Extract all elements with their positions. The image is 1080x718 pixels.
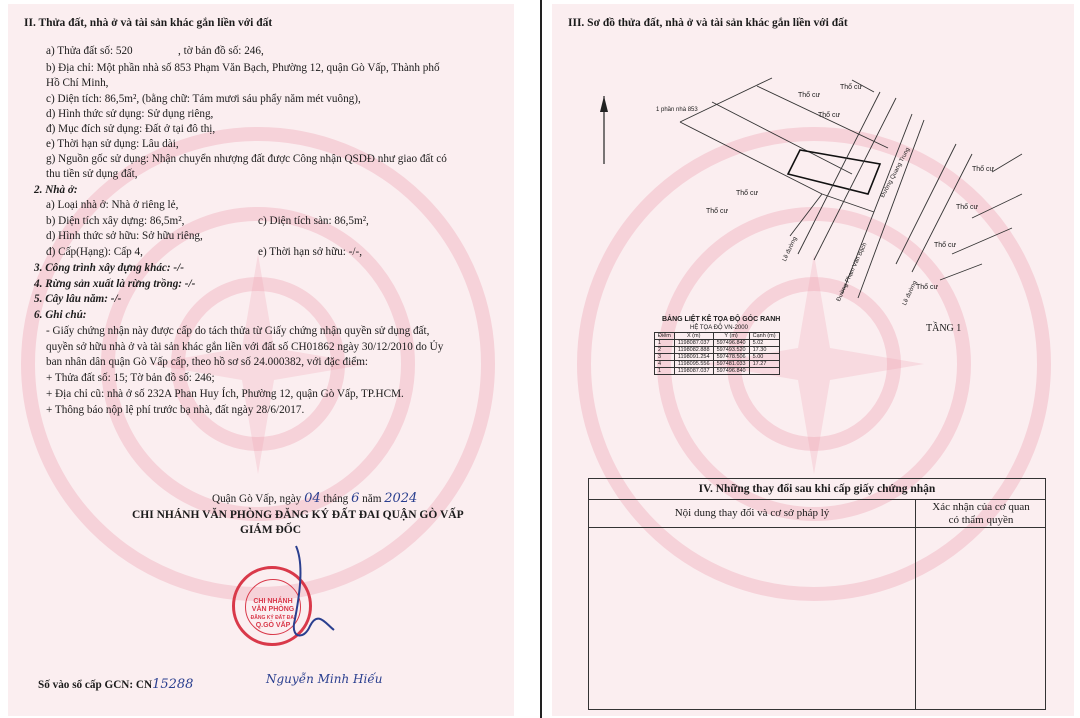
table-cell: 1198095.556 [674, 361, 713, 368]
table-cell: 17.27 [749, 361, 779, 368]
table-cell: 2 [655, 347, 675, 354]
coord-header-x: X (m) [674, 333, 713, 340]
table-row [655, 354, 780, 361]
production-forest: 4. Rừng sản xuất là rừng trồng: -/- [34, 278, 196, 290]
signer-name: Nguyễn Minh Hiếu [266, 672, 383, 686]
table-row [655, 347, 780, 354]
label-mot-phan: 1 phần nhà 853 [656, 107, 698, 113]
table-row [655, 340, 780, 347]
land-area: c) Diện tích: 86,5m², (bằng chữ: Tám mươi sáu phẩy năm mét vuông), [46, 93, 361, 105]
note-line-6: + Thông báo nộp lệ phí trước bạ nhà, đất ngày 28/6/2017. [46, 404, 305, 416]
label-tho-cu-6: Thổ cư [972, 166, 995, 173]
date-month: 6 [351, 491, 360, 506]
cert-book-number [38, 678, 193, 692]
house-floor-area: c) Diện tích sàn: 86,5m², [258, 215, 369, 227]
coord-table [654, 332, 780, 375]
right-page [552, 4, 1074, 716]
label-tho-cu-5: Thổ cư [706, 208, 729, 215]
house-ownership-term: e) Thời hạn sở hữu: -/-, [258, 246, 363, 258]
coord-table-subtitle: HỆ TỌA ĐỘ VN-2000 [690, 325, 748, 331]
land-use-purpose: đ) Mục đích sử dụng: Đất ở tại đô thị, [46, 123, 216, 135]
note-line-4: + Thửa đất số: 15; Tờ bản đồ số: 246; [46, 372, 215, 384]
date-year: 2024 [384, 491, 418, 506]
label-le-duong-1: Lề đường [782, 236, 799, 263]
column-separator [915, 499, 916, 709]
table-cell: 1198091.254 [674, 354, 713, 361]
date-month-label: tháng [323, 493, 349, 505]
stamp-line-3: ĐĂNG KÝ ĐẤT ĐAI [250, 615, 296, 621]
date-day: 04 [304, 491, 321, 506]
table-cell: 1 [655, 340, 675, 347]
coord-table-title: BẢNG LIỆT KÊ TỌA ĐỘ GÓC RANH [662, 316, 781, 323]
table-cell: 1 [655, 368, 675, 375]
note-line-2: quyền sở hữu nhà ở và tài sản khác gắn liền với đất số CH01862 ngày 30/12/2010 do Ủy [46, 341, 444, 353]
land-use-term: e) Thời hạn sử dụng: Lâu dài, [46, 138, 179, 150]
signature-scribble [8, 4, 514, 716]
table-cell: 1198087.037 [674, 340, 713, 347]
table-cell: 17.30 [749, 347, 779, 354]
label-le-duong-2: Lề đường [902, 280, 919, 307]
label-tho-cu-1: Thổ cư [798, 92, 821, 99]
table-cell [749, 368, 779, 375]
date-year-label: năm [362, 493, 382, 505]
land-address-line1: b) Địa chỉ: Một phần nhà số 853 Phạm Văn Bạch, Phường 12, quận Gò Vấp, Thành phố [46, 62, 440, 74]
label-duong-quang-trung: Đường Quang Trung [880, 146, 912, 199]
coord-header-edge: Cạnh (m) [749, 333, 779, 340]
note-line-1: - Giấy chứng nhận này được cấp do tách thửa từ Giấy chứng nhận quyền sử dụng đất, [46, 325, 430, 337]
land-map-sheet: , tờ bản đồ số: 246, [178, 45, 264, 57]
label-tho-cu-4: Thổ cư [736, 190, 759, 197]
label-tho-cu-9: Thổ cư [916, 284, 939, 291]
left-page [8, 4, 514, 716]
table-cell: 597493.520 [713, 347, 749, 354]
house-building-area: b) Diện tích xây dựng: 86,5m², [46, 215, 185, 227]
section-ii-heading: II. Thửa đất, nhà ở và tài sản khác gắn liền với đất [24, 17, 273, 29]
perennial-trees: 5. Cây lâu năm: -/- [34, 293, 122, 305]
parcel-diagram [552, 4, 1074, 324]
coord-table-header-row [655, 333, 780, 340]
north-arrow-icon [600, 96, 608, 112]
land-use-form: d) Hình thức sử dụng: Sử dụng riêng, [46, 108, 214, 120]
section-iii-heading: III. Sơ đồ thửa đất, nhà ở và tài sản khác gắn liền với đất [568, 17, 848, 29]
label-tho-cu-7: Thổ cư [956, 204, 979, 211]
signer-title: GIÁM ĐỐC [240, 524, 302, 536]
label-duong-pham-van-bach: Đường Phạm Văn Bạch [836, 242, 869, 303]
house-type: a) Loại nhà ở: Nhà ở riêng lẻ, [46, 199, 179, 211]
header-separator [589, 527, 1045, 528]
date-prefix: Quận Gò Vấp, ngày [212, 493, 302, 505]
other-constructions: 3. Công trình xây dựng khác: -/- [34, 262, 184, 274]
table-cell: 1198087.037 [674, 368, 713, 375]
house-grade: đ) Cấp(Hạng): Cấp 4, [46, 246, 143, 258]
issuing-office: CHI NHÁNH VĂN PHÒNG ĐĂNG KÝ ĐẤT ĐAI QUẬN GÒ VẤP [132, 509, 464, 521]
changes-table [588, 478, 1046, 710]
page-fold-divider [540, 0, 542, 718]
section-iv-heading: IV. Những thay đổi sau khi cấp giấy chứng nhận [589, 479, 1045, 500]
land-origin-line2: thu tiền sử dụng đất, [46, 168, 138, 180]
coord-header-point: Điểm [655, 333, 675, 340]
table-cell: 597481.033 [713, 361, 749, 368]
table-cell: 3 [655, 354, 675, 361]
stamp-line-2: VĂN PHÒNG [251, 606, 295, 613]
changes-column-confirm-line2: có thẩm quyền [948, 514, 1014, 526]
label-tho-cu-2: Thổ cư [840, 84, 863, 91]
table-row [655, 368, 780, 375]
table-cell: 5.02 [749, 340, 779, 347]
label-tho-cu-3: Thổ cư [818, 112, 841, 119]
table-cell: 597496.840 [713, 368, 749, 375]
table-cell: 5.00 [749, 354, 779, 361]
cert-number: 15288 [152, 677, 194, 692]
note-line-5: + Địa chỉ cũ: nhà ở số 232A Phan Huy Ích, Phường 12, quận Gò Vấp, TP.HCM. [46, 388, 404, 400]
cert-prefix: Số vào sổ cấp GCN: CN [38, 679, 153, 691]
coord-header-y: Y (m) [713, 333, 749, 340]
house-heading: 2. Nhà ở: [34, 184, 78, 196]
notes-heading: 6. Ghi chú: [34, 309, 87, 321]
changes-column-content: Nội dung thay đổi và cơ sở pháp lý [674, 507, 830, 519]
floor-label: TẦNG 1 [926, 323, 962, 334]
changes-column-confirm-line1: Xác nhận của cơ quan [932, 501, 1030, 513]
note-line-3: ban nhân dân quận Gò Vấp cấp, theo hồ sơ số 24.000382, với đặc điểm: [46, 356, 369, 368]
table-cell: 597478.506 [713, 354, 749, 361]
land-address-line2: Hồ Chí Minh, [46, 77, 109, 89]
table-row [655, 361, 780, 368]
house-ownership: d) Hình thức sở hữu: Sở hữu riêng, [46, 230, 203, 242]
stamp-line-1: CHI NHÁNH [253, 598, 293, 605]
land-parcel-number: a) Thửa đất số: 520 [46, 45, 133, 57]
land-origin-line1: g) Nguồn gốc sử dụng: Nhận chuyển nhượng đất được Công nhận QSDĐ như giao đất có [46, 153, 447, 165]
stamp-line-4: Q.GÒ VẤP [255, 622, 291, 629]
table-cell: 1198082.888 [674, 347, 713, 354]
table-cell: 597496.840 [713, 340, 749, 347]
table-cell: 4 [655, 361, 675, 368]
label-tho-cu-8: Thổ cư [934, 242, 957, 249]
